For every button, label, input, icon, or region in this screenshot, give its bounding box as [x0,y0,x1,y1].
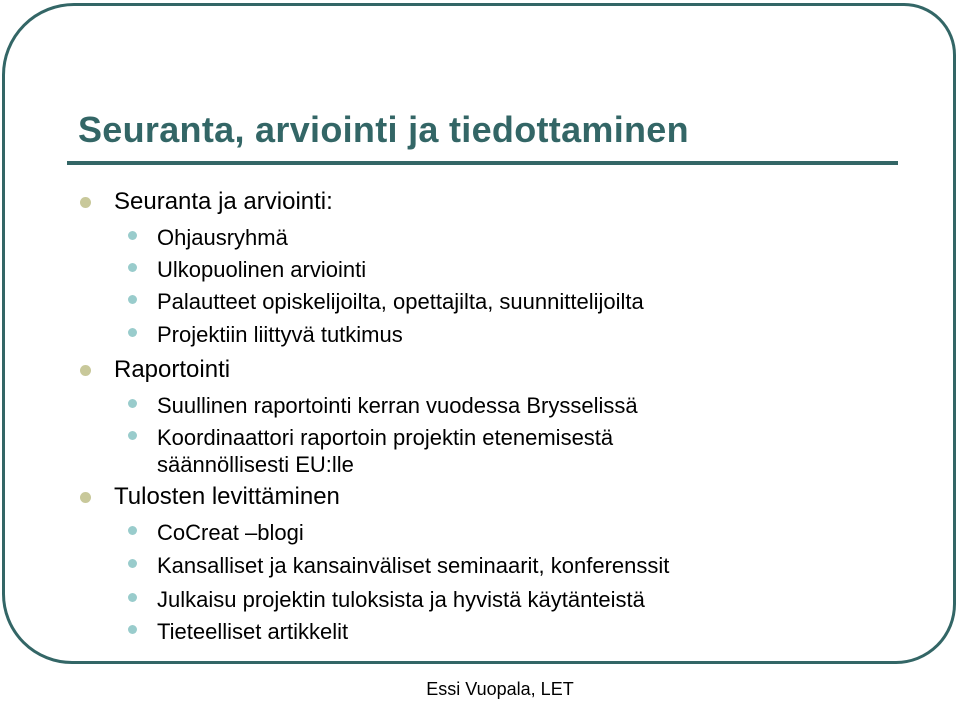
bullet-tulosten-levittaminen [114,483,340,511]
list-item [157,393,638,419]
bullet-text: Kansalliset ja kansainväliset seminaarit, konferenssit [157,553,670,578]
list-item [157,553,669,579]
list-item-continuation: säännöllisesti EU:lle [157,452,354,477]
bullet-text: Tieteelliset artikkelit [157,619,349,644]
bullet-dot-icon [128,559,137,568]
list-item [157,619,348,645]
bullet-text: Palautteet opiskelijoilta, opettajilta, suunnittelijoilta [157,289,644,314]
bullet-text: Ulkopuolinen arviointi [157,257,367,282]
bullet-dot-icon [128,399,137,408]
bullet-dot-icon [128,295,137,304]
list-item [157,322,403,348]
bullet-text: CoCreat –blogi [157,520,304,545]
bullet-text: Projektiin liittyvä tutkimus [157,322,403,347]
list-item [157,257,366,283]
bullet-dot-icon [128,231,137,240]
bullet-dot-icon [80,365,91,376]
bullet-dot-icon [128,328,137,337]
bullet-dot-icon [80,492,91,503]
bullet-dot-icon [128,431,137,440]
bullet-dot-icon [128,526,137,535]
bullet-text: Tulosten levittäminen [114,483,340,510]
bullet-dot-icon [128,625,137,634]
bullet-text: Seuranta ja arviointi: [114,188,333,215]
bullet-text: Suullinen raportointi kerran vuodessa Brysselissä [157,393,638,418]
list-item [157,289,644,315]
bullet-text: Raportointi [114,356,231,383]
title-underline [67,161,898,165]
list-item [157,225,288,251]
bullet-text: Julkaisu projektin tuloksista ja hyvistä käytänteistä [157,587,645,612]
bullet-text: Koordinaattori raportoin projektin etenemisestä [157,425,614,450]
footer-author: Essi Vuopala, LET [426,679,574,699]
slide-title: Seuranta, arviointi ja tiedottaminen [78,109,689,150]
bullet-text: Ohjausryhmä [157,225,288,250]
list-item [157,520,304,546]
list-item [157,425,613,451]
bullet-dot-icon [128,263,137,272]
list-item [157,587,645,613]
bullet-raportointi [114,356,230,384]
bullet-dot-icon [128,593,137,602]
bullet-dot-icon [80,197,91,208]
bullet-seuranta [114,188,333,216]
